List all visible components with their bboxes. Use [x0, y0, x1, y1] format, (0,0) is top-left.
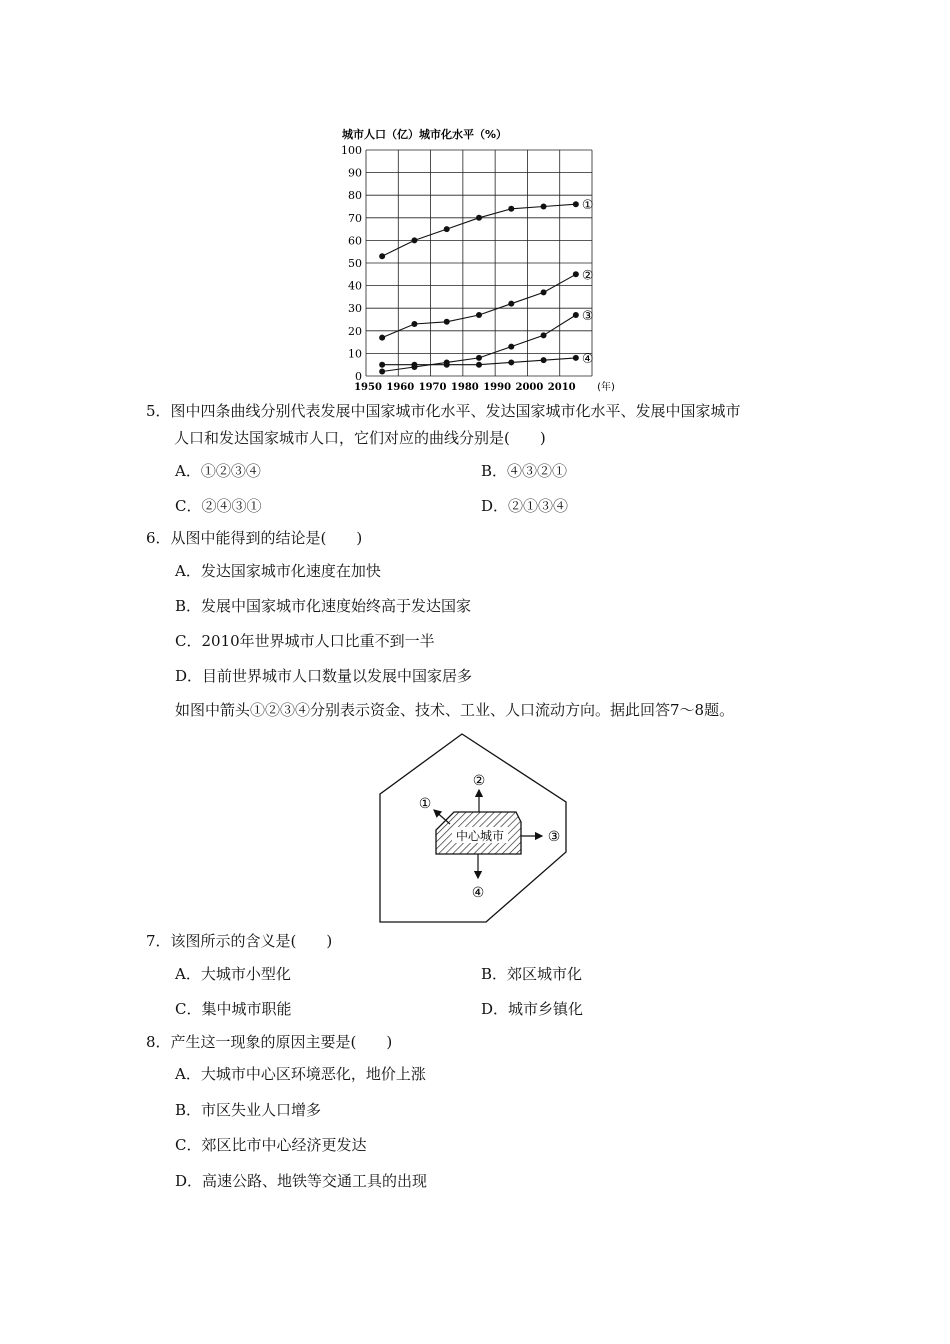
- q8-option-d: D．高速公路、地铁等交通工具的出现: [175, 1172, 428, 1190]
- data-point: [444, 226, 450, 232]
- suburbanization-diagram: [376, 732, 576, 924]
- data-point: [476, 362, 482, 368]
- data-point: [379, 368, 385, 374]
- series-line-2: [382, 274, 576, 337]
- data-point: [541, 332, 547, 338]
- arrow-label-3: ③: [547, 829, 561, 845]
- q8-stem: 8．产生这一现象的原因主要是( ): [146, 1033, 393, 1051]
- x-axis-unit: (年): [597, 382, 615, 393]
- q5-option-b: B．④③②①: [481, 462, 568, 480]
- data-point: [573, 271, 579, 277]
- y-tick-label: 100: [341, 144, 362, 157]
- series-label-2: ②: [581, 268, 594, 284]
- x-tick-label: 2000: [515, 382, 544, 393]
- q5-option-a: A．①②③④: [175, 462, 261, 480]
- q7-option-a: A．大城市小型化: [175, 965, 291, 983]
- q5-option-c: C．②④③①: [175, 497, 262, 515]
- x-tick-label: 1990: [483, 382, 512, 393]
- y-tick-label: 60: [348, 234, 362, 248]
- x-tick-label: 1960: [386, 382, 415, 393]
- data-point: [444, 319, 450, 325]
- data-point: [379, 253, 385, 259]
- central-city-label: 中心城市: [455, 829, 505, 843]
- y-tick-label: 30: [348, 302, 362, 316]
- y-tick-label: 80: [348, 189, 362, 203]
- data-point: [508, 359, 514, 365]
- y-tick-label: 70: [348, 211, 362, 225]
- data-point: [476, 215, 482, 221]
- x-tick-label: 1980: [450, 382, 479, 393]
- data-point: [541, 357, 547, 363]
- data-point: [444, 362, 450, 368]
- data-point: [541, 289, 547, 295]
- arrow-label-2: ②: [472, 773, 486, 789]
- q6-stem: 6．从图中能得到的结论是( ): [146, 529, 363, 547]
- series-points: [379, 201, 579, 374]
- data-point: [411, 362, 417, 368]
- x-axis-tick-labels: [354, 380, 615, 393]
- data-point: [573, 312, 579, 318]
- data-point: [411, 321, 417, 327]
- series-label-3: ③: [581, 308, 594, 324]
- q6-option-a: A．发达国家城市化速度在加快: [175, 562, 381, 580]
- q5-stem-line1: 5．图中四条曲线分别代表发展中国家城市化水平、发达国家城市化水平、发展中国家城市: [146, 402, 741, 420]
- y-tick-label: 90: [348, 166, 362, 180]
- data-point: [379, 335, 385, 341]
- q7-8-intro: 如图中箭头①②③④分别表示资金、技术、工业、人口流动方向。据此回答7～8题。: [175, 701, 735, 719]
- q6-option-c: C．2010年世界城市人口比重不到一半: [175, 632, 435, 650]
- chart-title: 城市人口（亿）城市化水平（%）: [342, 128, 508, 141]
- data-point: [411, 237, 417, 243]
- q8-option-b: B．市区失业人口增多: [175, 1101, 322, 1119]
- series-lines: [382, 204, 576, 371]
- data-point: [476, 355, 482, 361]
- data-point: [541, 204, 547, 210]
- x-tick-label: 2010: [547, 382, 576, 393]
- data-point: [508, 344, 514, 350]
- urbanization-line-chart: [330, 124, 620, 396]
- y-tick-label: 40: [348, 279, 362, 293]
- q5-stem-line2: 人口和发达国家城市人口，它们对应的曲线分别是( ): [174, 429, 546, 447]
- data-point: [573, 355, 579, 361]
- y-tick-label: 20: [348, 324, 362, 338]
- q7-option-d: D．城市乡镇化: [481, 1000, 584, 1018]
- x-tick-label: 1970: [418, 382, 447, 393]
- data-point: [379, 362, 385, 368]
- series-label-1: ①: [581, 198, 594, 214]
- q8-option-c: C．郊区比市中心经济更发达: [175, 1136, 367, 1154]
- data-point: [476, 312, 482, 318]
- data-point: [508, 206, 514, 212]
- y-tick-label: 10: [348, 347, 362, 361]
- chart-grid: [366, 150, 592, 376]
- q6-option-b: B．发展中国家城市化速度始终高于发达国家: [175, 597, 472, 615]
- y-axis-tick-labels: [341, 144, 362, 383]
- q7-stem: 7．该图所示的含义是( ): [146, 932, 333, 950]
- arrow-label-1: ①: [418, 796, 432, 812]
- y-tick-label: 0: [355, 370, 362, 383]
- q6-option-d: D．目前世界城市人口数量以发展中国家居多: [175, 667, 473, 685]
- q5-option-d: D．②①③④: [481, 497, 569, 515]
- q8-option-a: A．大城市中心区环境恶化，地价上涨: [175, 1065, 426, 1083]
- q7-option-c: C．集中城市职能: [175, 1000, 292, 1018]
- x-tick-label: 1950: [354, 382, 382, 393]
- arrow-1: [434, 810, 450, 824]
- data-point: [573, 201, 579, 207]
- data-point: [508, 301, 514, 307]
- series-line-1: [382, 204, 576, 256]
- series-label-4: ④: [581, 351, 594, 367]
- arrow-label-4: ④: [471, 885, 485, 901]
- y-tick-label: 50: [348, 257, 362, 270]
- q7-option-b: B．郊区城市化: [481, 965, 583, 983]
